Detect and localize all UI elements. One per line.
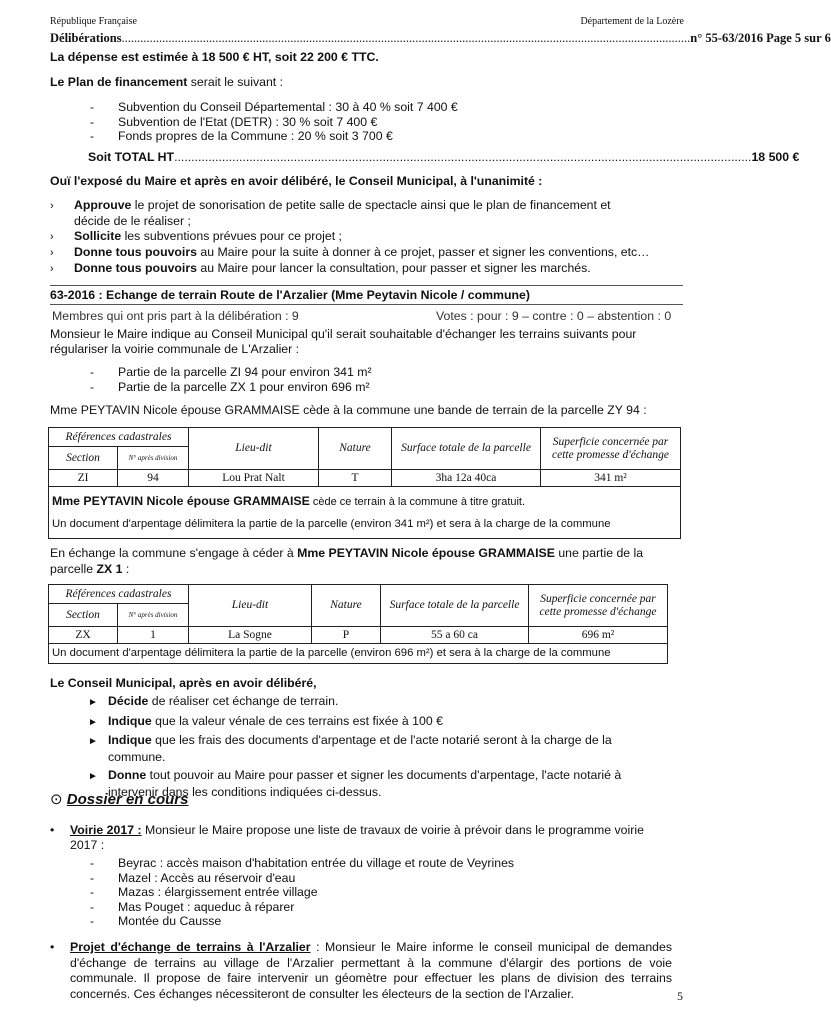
dossier-heading <box>50 790 188 808</box>
triangle-bullet-icon: ► <box>88 736 98 747</box>
th-surface: Surface totale de la parcelle <box>381 585 529 627</box>
conseil-item: ► Indique que la valeur vénale de ces terrains est fixée à 100 € <box>88 714 621 731</box>
header-page: n° 55-63/2016 Page 5 sur 6 <box>690 31 831 45</box>
oui-text: Ouï l'exposé du Maire et après en avoir délibéré, le Conseil Municipal, à l'unanimité : <box>50 174 543 188</box>
note-gratuit: Mme PEYTAVIN Nicole épouse GRAMMAISE cède ce terrain à la commune à titre gratuit. <box>52 494 526 508</box>
th-num: N° après division <box>118 604 189 627</box>
list-item: - Mazas : élargissement entrée village <box>90 885 318 899</box>
voirie-block: • Voirie 2017 : Monsieur le Maire propose une liste de travaux de voirie à prévoir dans le programme voirie 2017 : - Beyrac : accès maison d'habitation entrée du village et route de Veyrines - Mazel : Accès au réservoir d'eau - Mazas : élargissement entrée village - Mas Pouget : aqueduc à réparer - Montée du Causse <box>50 823 684 929</box>
th-superficie: Superficie concernée par cette promesse d'échange <box>541 428 681 470</box>
list-item: - Subvention du Conseil Départemental : 30 à 40 % soit 7 400 € <box>90 100 458 114</box>
th-section: Section <box>49 447 118 470</box>
th-lieu: Lieu-dit <box>189 428 319 470</box>
list-item: - Fonds propres de la Commune : 20 % soit 3 700 € <box>90 129 393 143</box>
note-arpentage: Un document d'arpentage délimitera la partie de la parcelle (environ 696 m²) et sera à la charge de la commune <box>49 644 668 664</box>
th-refs: Références cadastrales <box>49 428 189 447</box>
intro-text <box>50 327 636 357</box>
circle-dot-icon: ⊙ <box>50 791 63 808</box>
intro-line: régulariser la voirie communale de L'Arzalier : <box>50 342 300 356</box>
th-refs: Références cadastrales <box>49 585 189 604</box>
list-item: - Mazel : Accès au réservoir d'eau <box>90 870 296 885</box>
th-surface: Surface totale de la parcelle <box>392 428 541 470</box>
projet-title: Projet d'échange de terrains à l'Arzalier <box>70 940 311 954</box>
chevron-icon: › <box>50 200 54 212</box>
table-note-row <box>49 644 668 664</box>
triangle-bullet-icon: ► <box>88 697 98 708</box>
dossier-title: Dossier en cours <box>66 791 189 808</box>
table-note-row <box>49 487 681 539</box>
parties-list <box>90 365 372 395</box>
cadastre-table-2 <box>48 584 668 664</box>
triangle-bullet-icon: ► <box>88 716 98 728</box>
cede-text: Mme PEYTAVIN Nicole épouse GRAMMAISE cède à la commune une bande de terrain de la parcelle ZY 94 : <box>50 403 647 417</box>
chevron-icon: › <box>50 263 54 275</box>
votes-text: Votes : pour : 9 – contre : 0 – abstention : 0 <box>436 309 672 323</box>
list-item: - Partie de la parcelle ZI 94 pour environ 341 m² <box>90 365 372 379</box>
plan-heading <box>50 75 283 89</box>
header-republique: République Française <box>50 16 137 27</box>
conseil-continuation: intervenir dans les conditions indiquées ci-dessus. <box>108 784 382 799</box>
echange-text: En échange la commune s'engage à céder à Mme PEYTAVIN Nicole épouse GRAMMAISE une partie de la parcelle ZX 1 : <box>50 546 644 576</box>
triangle-bullet-icon: ► <box>88 771 98 782</box>
th-lieu: Lieu-dit <box>189 585 312 627</box>
conseil-item: ► Donne tout pouvoir au Maire pour passer et signer les documents d'arpentage, l'acte notarié à <box>88 768 621 785</box>
leader-dots: ...................................................................................................................................................................................... <box>121 31 691 45</box>
plan-list <box>90 100 458 144</box>
decision-item: › Donne tous pouvoirs au Maire pour lancer la consultation, pour passer et signer les marchés. <box>50 261 591 275</box>
plan-bold: Le Plan de financement <box>50 75 188 89</box>
divider <box>50 304 683 305</box>
bullet-icon: • <box>50 940 55 954</box>
decision-continuation: décide de le réaliser ; <box>74 214 191 228</box>
th-nature: Nature <box>312 585 381 627</box>
header-deliberations <box>50 31 831 46</box>
header-left: Délibérations <box>50 31 122 45</box>
total-value: 18 500 € <box>751 150 800 164</box>
leader-dots: ......................................................................................................................................................................... <box>174 150 752 164</box>
decision-item: › Donne tous pouvoirs au Maire pour la suite à donner à ce projet, passer et signer les conventions, etc… <box>50 245 650 259</box>
plan-rest: serait le suivant : <box>187 75 284 89</box>
list-item: - Partie de la parcelle ZX 1 pour environ 696 m² <box>90 380 370 394</box>
decision-list <box>50 198 649 277</box>
note-arpentage: Un document d'arpentage délimitera la partie de la parcelle (environ 341 m²) et sera à la charge de la commune <box>52 518 611 530</box>
projet-block <box>50 940 672 1002</box>
th-superficie: Superficie concernée par cette promesse d'échange <box>529 585 668 627</box>
conseil-item: ► Indique que les frais des documents d'arpentage et de l'acte notarié seront à la charge de la <box>88 733 621 750</box>
cadastre-table-1 <box>48 427 681 539</box>
depense-text: La dépense est estimée à 18 500 € HT, soit 22 200 € TTC. <box>50 50 379 64</box>
decision-item: › Sollicite les subventions prévues pour ce projet ; <box>50 229 342 243</box>
conseil-list <box>88 694 621 800</box>
th-num: N° après division <box>118 447 189 470</box>
chevron-icon: › <box>50 231 54 243</box>
conseil-item: ► Décide de réaliser cet échange de terrain. <box>88 694 621 711</box>
list-item: - Montée du Causse <box>90 914 222 928</box>
list-item: - Beyrac : accès maison d'habitation entrée du village et route de Veyrines <box>90 856 515 870</box>
bullet-icon: • <box>50 823 55 837</box>
chevron-icon: › <box>50 247 54 259</box>
header-departement: Département de la Lozère <box>580 16 684 27</box>
divider <box>50 285 683 286</box>
decision-item: › Approuve le projet de sonorisation de petite salle de spectacle ainsi que le plan de financement et <box>50 198 611 212</box>
table-row: ZI 94 Lou Prat Nalt T 3ha 12a 40ca 341 m² <box>49 470 681 487</box>
conseil-heading: Le Conseil Municipal, après en avoir délibéré, <box>50 676 317 690</box>
projet-text: : Monsieur le Maire informe le conseil municipal de demandes d'échange de terrains au village de l'Arzalier permettant à la commune d'élargir des portions de voie communale. Il propose de faire intervenir un géomètre pour effectuer les plans de division des terrains concernés. Ces échanges nécessiteront de consulter les électeurs de la section de l'Arzalier. <box>70 940 672 1001</box>
page-number: 5 <box>677 989 683 1003</box>
list-item: - Mas Pouget : aqueduc à réparer <box>90 899 295 914</box>
total-line <box>88 150 800 164</box>
th-section: Section <box>49 604 118 627</box>
conseil-continuation: commune. <box>108 749 166 764</box>
total-label: Soit TOTAL HT <box>88 150 175 164</box>
table-row: ZX 1 La Sogne P 55 a 60 ca 696 m² <box>49 627 668 644</box>
list-item: - Subvention de l'Etat (DETR) : 30 % soit 7 400 € <box>90 114 378 129</box>
section-title: 63-2016 : Echange de terrain Route de l'Arzalier (Mme Peytavin Nicole / commune) <box>50 288 530 302</box>
membres-text: Membres qui ont pris part à la délibération : 9 <box>52 309 299 323</box>
th-nature: Nature <box>319 428 392 470</box>
intro-line: Monsieur le Maire indique au Conseil Municipal qu'il serait souhaitable d'échanger les terrains suivants pour <box>50 327 637 341</box>
